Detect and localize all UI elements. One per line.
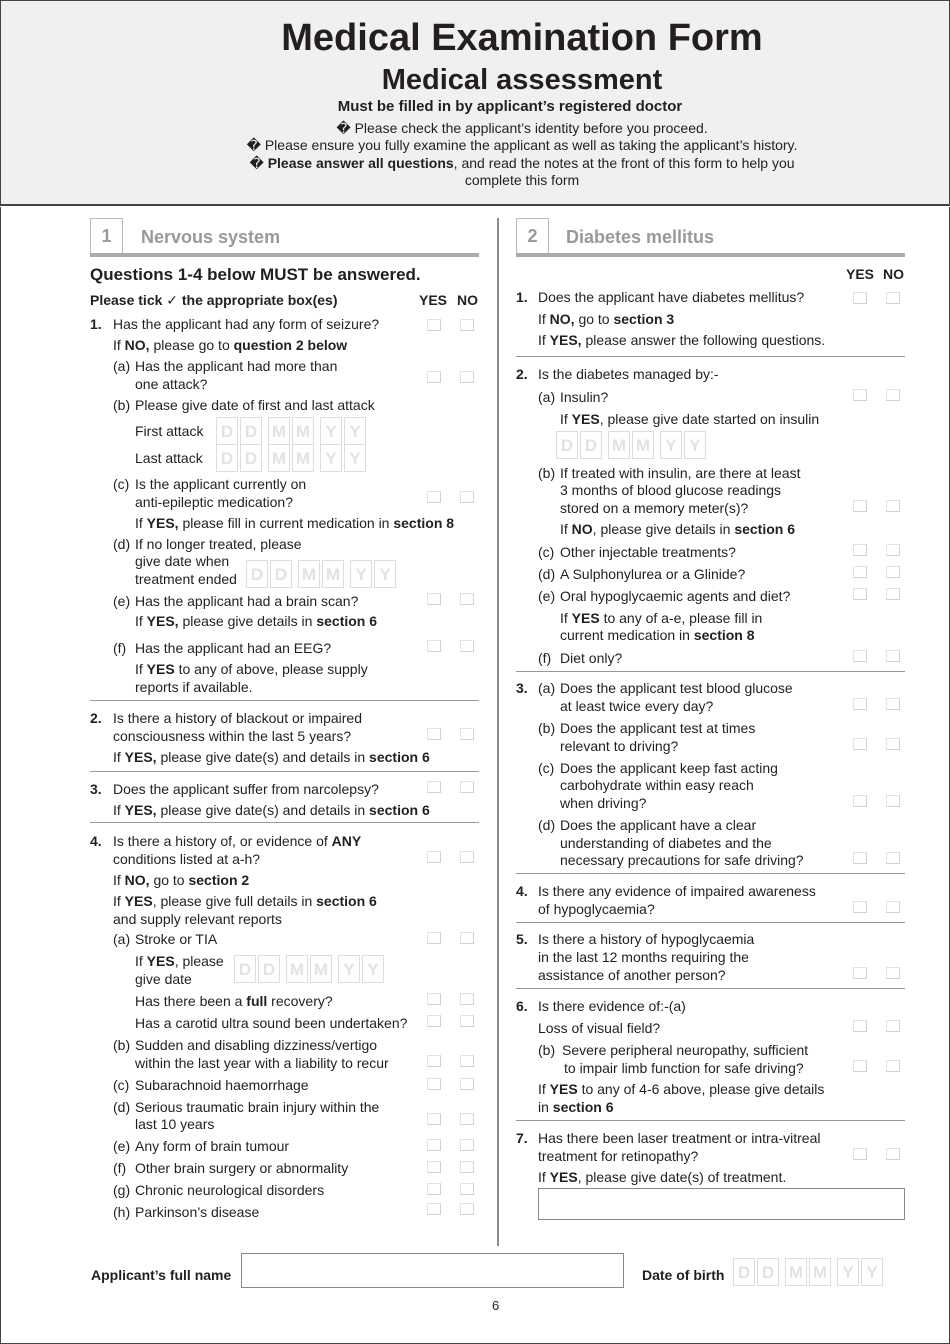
date-cell[interactable]: M [785,1258,807,1286]
s2-q2c-no-checkbox[interactable] [886,544,900,556]
s1-q4a-yes-checkbox[interactable] [427,932,441,944]
date-cell[interactable]: D [216,417,238,445]
q-number: 7. [516,1130,528,1146]
s1-q4b-text: Sudden and disabling dizziness/vertigo [135,1037,378,1053]
s2-q7-no-checkbox[interactable] [886,1148,900,1160]
s2-q2a-instruction: If YES, please give date started on insulin [560,411,820,427]
s1-q1a-text: Has the applicant had more than [135,358,338,374]
s1-q4-instruction-yes: If YES, please give full details in section 6 [113,893,377,909]
divider [516,1120,905,1121]
treatment-ended-date[interactable] [246,560,396,588]
s1-q4b-no-checkbox[interactable] [460,1055,474,1067]
date-cell[interactable]: D [246,560,268,588]
s1-q4e-text: Any form of brain tumour [135,1138,290,1154]
last-attack-label: Last attack [135,450,203,466]
s1-q4-instruction-no: If NO, go to section 2 [113,872,250,888]
s2-q2f-text: Diet only? [560,650,623,666]
sub-label: (f) [538,650,552,666]
s1-q1-instruction: If NO, please go to question 2 below [113,337,348,353]
stroke-date[interactable] [234,955,384,983]
sub-label: (b) [538,465,556,481]
date-cell[interactable]: D [556,431,578,459]
s1-q4a-instruction: If YES, please [135,953,224,969]
s2-q3d-text: Does the applicant have a clear [560,817,757,833]
s1-q4f-no-checkbox[interactable] [460,1161,474,1173]
s2-q3b-text: Does the applicant test at times [560,720,756,736]
sub-label: (a) [538,680,556,696]
s2-q3c-no-checkbox[interactable] [886,795,900,807]
date-cell[interactable]: Y [374,560,396,588]
s2-q2d-yes-checkbox[interactable] [853,566,867,578]
s2-q2f-no-checkbox[interactable] [886,650,900,662]
first-attack-date[interactable] [216,417,366,445]
s1-q1f-instruction: If YES to any of above, please supply [135,661,368,677]
date-cell[interactable]: Y [344,444,366,472]
sub-label: (h) [113,1204,131,1220]
s2-q2c-text: Other injectable treatments? [560,544,736,560]
divider [90,700,479,701]
date-cell[interactable]: Y [320,417,342,445]
q-number: 1. [90,316,102,332]
sub-label: (f) [113,640,127,656]
s1-q1d-text-3: treatment ended [135,571,237,587]
yes-header: YES [846,266,875,282]
s1-q4a-carotid: Has a carotid ultra sound been undertaken? [135,1015,408,1031]
s1-q1e-text: Has the applicant had a brain scan? [135,593,359,609]
s1-q3-yes-checkbox[interactable] [427,781,441,793]
sub-label: (c) [113,476,130,492]
s2-q2b-text-3: stored on a memory meter(s)? [560,500,749,516]
date-cell[interactable]: Y [837,1258,859,1286]
s1-q4-no-checkbox[interactable] [460,851,474,863]
column-divider [497,218,499,1246]
s1-q1a-no-checkbox[interactable] [460,371,474,383]
s1-q4-yes-checkbox[interactable] [427,851,441,863]
s1-q3-text: Does the applicant suffer from narcolepsy? [113,781,379,797]
s2-q2e-instruction: If YES to any of a-e, please fill in [560,610,763,626]
s2-q2d-no-checkbox[interactable] [886,566,900,578]
s1-q4d-text-2: last 10 years [135,1116,215,1132]
s1-q4a-carotid-yes-checkbox[interactable] [427,1015,441,1027]
sub-label: (a) [113,358,131,374]
sub-label: (e) [113,593,131,609]
s2-q3d-no-checkbox[interactable] [886,852,900,864]
sub-label: (d) [113,536,131,552]
s2-q1-yes-checkbox[interactable] [853,292,867,304]
date-cell[interactable]: Y [362,955,384,983]
s1-q2-text: Is there a history of blackout or impaired [113,710,363,726]
s1-q4d-yes-checkbox[interactable] [427,1113,441,1125]
q-number: 4. [516,883,528,899]
s2-q5-no-checkbox[interactable] [886,967,900,979]
s1-q4g-text: Chronic neurological disorders [135,1182,325,1198]
divider [516,356,905,357]
sub-label: (b) [538,1042,556,1058]
date-cell[interactable]: Y [338,955,360,983]
s1-q2-instruction: If YES, please give date(s) and details in section 6 [113,749,430,765]
q-number: 3. [516,680,528,696]
q-number: 2. [516,366,528,382]
sub-label: (d) [538,566,556,582]
sub-label: (g) [113,1182,131,1198]
s2-q3c-yes-checkbox[interactable] [853,795,867,807]
s2-q1-instruction-no: If NO, go to section 3 [538,311,675,327]
sub-label: (d) [113,1099,131,1115]
s1-q1c-yes-checkbox[interactable] [427,491,441,503]
s2-q3d-text-2: understanding of diabetes and the [560,835,772,851]
s1-q1f-no-checkbox[interactable] [460,640,474,652]
s1-q1-no-checkbox[interactable] [460,319,474,331]
instruction-3: � Please answer all questions, and read the notes at the front of this form to help you [249,155,795,171]
insulin-start-date[interactable] [556,431,706,459]
s1-q4h-no-checkbox[interactable] [460,1203,474,1215]
q-number: 1. [516,289,528,305]
yes-header: YES [419,292,448,308]
s1-q4c-yes-checkbox[interactable] [427,1078,441,1090]
s2-q2e-yes-checkbox[interactable] [853,588,867,600]
divider [516,922,905,923]
section-2-title: Diabetes mellitus [566,227,715,247]
s1-q4c-text: Subarachnoid haemorrhage [135,1077,309,1093]
s2-q1-instruction-yes: If YES, please answer the following questions. [538,332,826,348]
retinopathy-dates-input[interactable] [538,1188,905,1220]
s1-q4a-instruction-2: give date [135,971,192,987]
s2-q5-text: Is there a history of hypoglycaemia [538,931,755,947]
instruction-3-cont: complete this form [464,172,580,188]
sub-label: (d) [538,817,556,833]
s2-q2b-text-2: 3 months of blood glucose readings [560,482,782,498]
must-answer-note: Questions 1-4 below MUST be answered. [90,265,421,284]
date-cell[interactable]: M [310,955,332,983]
s1-q4-instruction-yes-2: and supply relevant reports [113,911,282,927]
q-number: 3. [90,781,102,797]
s1-q1f-yes-checkbox[interactable] [427,640,441,652]
s1-q1c-text-2: anti-epileptic medication? [135,494,293,510]
sub-label: (e) [113,1138,131,1154]
no-header: NO [883,266,904,282]
s2-q6b-yes-checkbox[interactable] [853,1060,867,1072]
last-attack-date[interactable] [216,444,366,472]
s1-q1c-text: Is the applicant currently on [135,476,307,492]
date-cell[interactable]: M [268,444,290,472]
sub-label: (a) [113,931,131,947]
date-cell[interactable]: M [292,417,314,445]
date-cell[interactable]: D [216,444,238,472]
s2-q6-instruction: If YES to any of 4-6 above, please give details [538,1081,825,1097]
date-cell[interactable]: Y [684,431,706,459]
s2-q3c-text-3: when driving? [560,795,647,811]
sub-label: (c) [538,760,555,776]
divider [516,988,905,989]
s2-q6b-text-2: to impair limb function for safe driving? [564,1060,804,1076]
s2-q3a-yes-checkbox[interactable] [853,698,867,710]
s2-q3d-text-3: necessary precautions for safe driving? [560,852,804,868]
s1-q4g-no-checkbox[interactable] [460,1183,474,1195]
s1-q4a-recovery-yes-checkbox[interactable] [427,993,441,1005]
date-cell[interactable]: D [240,444,262,472]
s2-q7-instruction: If YES, please give date(s) of treatment. [538,1169,787,1185]
instruction-2: � Please ensure you fully examine the applicant as well as taking the applicant’s history. [246,137,798,153]
s1-q1f-text: Has the applicant had an EEG? [135,640,332,656]
date-cell[interactable]: M [286,955,308,983]
s2-q1-no-checkbox[interactable] [886,292,900,304]
s2-q3b-no-checkbox[interactable] [886,738,900,750]
q-number: 5. [516,931,528,947]
s2-q3a-no-checkbox[interactable] [886,698,900,710]
s1-q4g-yes-checkbox[interactable] [427,1183,441,1195]
s2-q2f-yes-checkbox[interactable] [853,650,867,662]
date-cell[interactable]: D [240,417,262,445]
s2-q3a-text-2: at least twice every day? [560,698,714,714]
s1-q4a-text: Stroke or TIA [135,931,218,947]
date-cell[interactable]: M [268,417,290,445]
s2-q2e-instruction-2: current medication in section 8 [560,627,755,643]
s1-q4-text: Is there a history of, or evidence of ANY [113,833,362,849]
page-number: 6 [492,1298,500,1313]
date-cell[interactable]: Y [350,560,372,588]
s1-q4a-recovery: Has there been a full recovery? [135,993,333,1009]
s2-q2e-text: Oral hypoglycaemic agents and diet? [560,588,791,604]
s1-q4d-no-checkbox[interactable] [460,1113,474,1125]
date-cell[interactable]: Y [344,417,366,445]
date-cell[interactable]: M [608,431,630,459]
date-cell[interactable]: Y [861,1258,883,1286]
s2-q2a-yes-checkbox[interactable] [853,389,867,401]
s1-q4f-text: Other brain surgery or abnormality [135,1160,349,1176]
s1-q1a-text-2: one attack? [135,376,208,392]
s1-q2-yes-checkbox[interactable] [427,728,441,740]
tick-instruction: Please tick ✓ the appropriate box(es) [90,292,338,308]
dob-label: Date of birth [642,1267,725,1283]
s1-q4f-yes-checkbox[interactable] [427,1161,441,1173]
s2-q2c-yes-checkbox[interactable] [853,544,867,556]
form-title: Medical Examination Form [281,17,763,59]
instruction-1: � Please check the applicant’s identity before you proceed. [336,120,708,136]
date-cell[interactable]: D [234,955,256,983]
s1-q1e-yes-checkbox[interactable] [427,593,441,605]
s1-q1a-yes-checkbox[interactable] [427,371,441,383]
s1-q1e-no-checkbox[interactable] [460,593,474,605]
s2-q5-text-3: assistance of another person? [538,967,726,983]
first-attack-label: First attack [135,423,204,439]
date-cell[interactable]: D [270,560,292,588]
full-name-input[interactable] [241,1253,624,1288]
section-1-rule [90,253,479,257]
s1-q3-instruction: If YES, please give date(s) and details in section 6 [113,802,430,818]
s2-q4-text-2: of hypoglycaemia? [538,901,655,917]
divider [516,873,905,874]
s2-q2a-text: Insulin? [560,389,609,405]
s2-q2b-text: If treated with insulin, are there at least [560,465,801,481]
full-name-label: Applicant’s full name [91,1267,232,1283]
section-2-number: 2 [516,218,549,254]
divider [90,822,479,823]
s2-q7-text: Has there been laser treatment or intra-vitreal [538,1130,821,1146]
s1-q1d-text: If no longer treated, please [135,536,302,552]
s2-q3c-text: Does the applicant keep fast acting [560,760,778,776]
date-cell[interactable]: M [322,560,344,588]
sub-label: (f) [113,1160,127,1176]
section-1-title: Nervous system [141,227,281,247]
sub-label: (a) [538,389,556,405]
s2-q3c-text-2: carbohydrate within easy reach [560,777,754,793]
sub-label: (c) [538,544,555,560]
s1-q4h-yes-checkbox[interactable] [427,1203,441,1215]
s2-q6a-yes-checkbox[interactable] [853,1020,867,1032]
s2-q3a-text: Does the applicant test blood glucose [560,680,793,696]
section-2-rule [516,253,905,257]
s1-q1b-text: Please give date of first and last attack [135,397,375,413]
s1-q4-text-2: conditions listed at a-h? [113,851,261,867]
s2-q7-text-2: treatment for retinopathy? [538,1148,699,1164]
s2-q6a-text: Loss of visual field? [538,1020,661,1036]
s2-q3b-text-2: relevant to driving? [560,738,679,754]
s1-q4b-yes-checkbox[interactable] [427,1055,441,1067]
section-1-number: 1 [90,218,123,254]
date-cell[interactable]: M [292,444,314,472]
sub-label: (b) [538,720,556,736]
s1-q4a-recovery-no-checkbox[interactable] [460,993,474,1005]
s2-q6b-text: Severe peripheral neuropathy, sufficient [562,1042,809,1058]
sub-label: (b) [113,1037,131,1053]
s2-q6-text: Is there evidence of:-(a) [538,998,686,1014]
sub-label: (e) [538,588,556,604]
s2-q3d-yes-checkbox[interactable] [853,852,867,864]
doctor-note: Must be filled in by applicant’s registered doctor [337,98,683,115]
s1-q4e-no-checkbox[interactable] [460,1139,474,1151]
s1-q1-yes-checkbox[interactable] [427,319,441,331]
s2-q7-yes-checkbox[interactable] [853,1148,867,1160]
divider [516,671,905,672]
s1-q1c-no-checkbox[interactable] [460,491,474,503]
date-cell[interactable]: Y [320,444,342,472]
s1-q4h-text: Parkinson’s disease [135,1204,260,1220]
date-cell[interactable]: D [580,431,602,459]
q-number: 4. [90,833,102,849]
s2-q2d-text: A Sulphonylurea or a Glinide? [560,566,746,582]
date-cell[interactable]: D [258,955,280,983]
date-cell[interactable]: M [632,431,654,459]
dob-date[interactable] [733,1258,883,1286]
s1-q1e-instruction: If YES, please give details in section 6 [135,613,378,629]
s1-q1-text: Has the applicant had any form of seizure? [113,316,380,332]
s2-q2e-no-checkbox[interactable] [886,588,900,600]
s2-q5-text-2: in the last 12 months requiring the [538,949,749,965]
s2-q4-no-checkbox[interactable] [886,901,900,913]
s1-q1c-instruction: If YES, please fill in current medication in section 8 [135,515,455,531]
date-cell[interactable]: M [809,1258,831,1286]
divider [90,771,479,772]
s1-q2-text-2: consciousness within the last 5 years? [113,728,352,744]
s1-q4c-no-checkbox[interactable] [460,1078,474,1090]
s1-q4d-text: Serious traumatic brain injury within the [135,1099,380,1115]
sub-label: (c) [113,1077,130,1093]
s1-q4b-text-2: within the last year with a liability to recur [135,1055,389,1071]
date-cell[interactable]: M [298,560,320,588]
s1-q4a-carotid-no-checkbox[interactable] [460,1015,474,1027]
s2-q2-text: Is the diabetes managed by:- [538,366,719,382]
s2-q4-yes-checkbox[interactable] [853,901,867,913]
q-number: 2. [90,710,102,726]
s1-q1d-text-2: give date when [135,553,230,569]
s2-q1-text: Does the applicant have diabetes mellitus? [538,289,805,305]
s2-q6b-no-checkbox[interactable] [886,1060,900,1072]
s2-q2b-instruction: If NO, please give details in section 6 [560,521,796,537]
s1-q2-no-checkbox[interactable] [460,728,474,740]
q-number: 6. [516,998,528,1014]
s2-q2b-yes-checkbox[interactable] [853,500,867,512]
sub-label: (b) [113,397,131,413]
date-cell[interactable]: D [757,1258,779,1286]
s2-q6a-no-checkbox[interactable] [886,1020,900,1032]
date-cell[interactable]: D [733,1258,755,1286]
date-cell[interactable]: Y [660,431,682,459]
s2-q4-text: Is there any evidence of impaired awareness [538,883,816,899]
s2-q6-instruction-2: in section 6 [538,1099,614,1115]
s2-q5-yes-checkbox[interactable] [853,967,867,979]
form-subtitle: Medical assessment [381,64,663,96]
s1-q3-no-checkbox[interactable] [460,781,474,793]
no-header: NO [457,292,478,308]
s2-q3b-yes-checkbox[interactable] [853,738,867,750]
s1-q4e-yes-checkbox[interactable] [427,1139,441,1151]
s2-q2a-no-checkbox[interactable] [886,389,900,401]
s1-q4a-no-checkbox[interactable] [460,932,474,944]
header-panel [0,0,950,206]
s1-q1f-instruction-2: reports if available. [135,679,253,695]
s2-q2b-no-checkbox[interactable] [886,500,900,512]
